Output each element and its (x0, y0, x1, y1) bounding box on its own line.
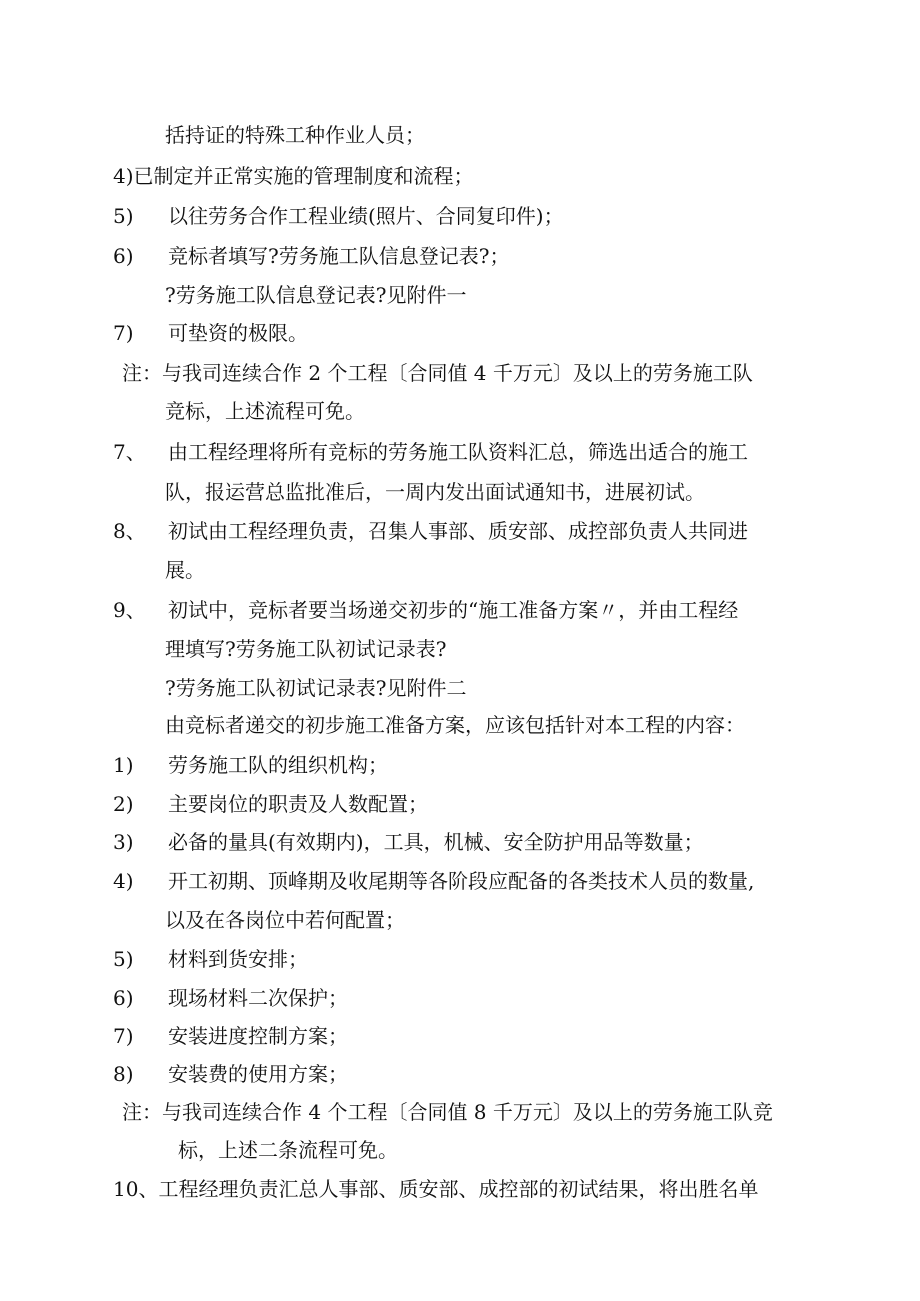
list-number: 5) (113, 947, 134, 971)
list-number: 7、 (113, 440, 146, 464)
list-number: 3) (113, 830, 134, 854)
text-line: 理填写?劳务施工队初试记录表? (165, 637, 447, 661)
list-text: 安装费的使用方案； (168, 1062, 348, 1086)
list-number: 2) (113, 792, 134, 816)
list-item: 4)已制定并正常实施的管理制度和流程； (113, 164, 474, 188)
text-line: 队，报运营总监批准后，一周内发出面试通知书，进展初试。 (165, 480, 705, 504)
list-text: 必备的量具(有效期内)，工具，机械、安全防护用品等数量； (168, 830, 704, 854)
text-line: ?劳务施工队信息登记表?见附件一 (165, 283, 467, 307)
list-text: 以往劳务合作工程业绩(照片、合同复印件)； (168, 204, 564, 228)
text-line: 由竞标者递交的初步施工准备方案，应该包括针对本工程的内容： (165, 713, 745, 737)
list-number: 7) (113, 321, 134, 345)
text-line: 标，上述二条流程可免。 (178, 1138, 398, 1162)
list-text: 初试由工程经理负责，召集人事部、质安部、成控部负责人共同进 (168, 519, 748, 543)
list-text: 劳务施工队的组织机构； (168, 753, 388, 777)
list-number: 9、 (113, 598, 146, 622)
note-line: 注：与我司连续合作 4 个工程〔合同值 8 千万元〕及以上的劳务施工队竞 (122, 1100, 773, 1124)
list-number: 4) (113, 869, 134, 893)
list-text: 初试中，竞标者要当场递交初步的“施工准备方案〃，并由工程经 (168, 598, 739, 622)
list-number: 8) (113, 1062, 134, 1086)
list-text: 安装进度控制方案； (168, 1024, 348, 1048)
list-text: 材料到货安排； (168, 947, 308, 971)
text-line: 以及在各岗位中若何配置； (165, 908, 405, 932)
list-number: 7) (113, 1024, 134, 1048)
list-text: 可垫资的极限。 (168, 321, 308, 345)
list-text: 竞标者填写?劳务施工队信息登记表?； (168, 244, 510, 268)
list-text: 现场材料二次保护； (168, 986, 348, 1010)
list-number: 6) (113, 244, 134, 268)
list-text: 由工程经理将所有竞标的劳务施工队资料汇总，筛选出适合的施工 (168, 440, 748, 464)
text-line: 竞标，上述流程可免。 (165, 399, 365, 423)
list-text: 主要岗位的职责及人数配置； (168, 792, 428, 816)
note-line: 注：与我司连续合作 2 个工程〔合同值 4 千万元〕及以上的劳务施工队 (122, 361, 753, 385)
list-number: 8、 (113, 519, 146, 543)
text-line: 展。 (165, 558, 205, 582)
text-line: 括持证的特殊工种作业人员； (165, 123, 425, 147)
list-item: 10、工程经理负责汇总人事部、质安部、成控部的初试结果，将出胜名单 (113, 1177, 759, 1201)
text-line: ?劳务施工队初试记录表?见附件二 (165, 676, 467, 700)
list-text: 开工初期、顶峰期及收尾期等各阶段应配备的各类技术人员的数量, (168, 869, 755, 893)
list-number: 1) (113, 753, 134, 777)
list-number: 6) (113, 986, 134, 1010)
list-number: 5) (113, 204, 134, 228)
